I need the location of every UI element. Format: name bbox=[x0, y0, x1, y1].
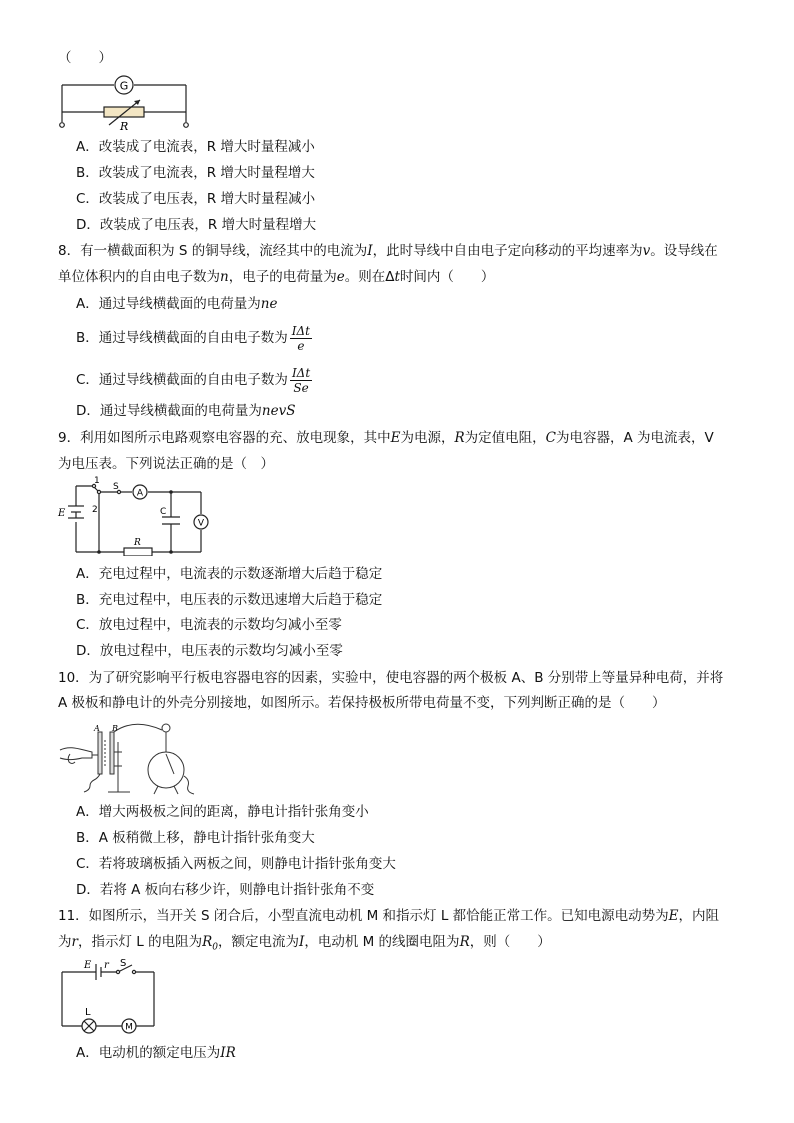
rheostat-label: R bbox=[120, 120, 129, 132]
q9-source-label: E bbox=[58, 508, 66, 519]
q9-option-a[interactable]: A．充电过程中，电流表的示数逐渐增大后趋于稳定 bbox=[76, 566, 383, 582]
q9-switch-pos2-label: 2 bbox=[92, 505, 98, 515]
q11-lamp-label: L bbox=[85, 1007, 91, 1018]
q9-option-c[interactable]: C．放电过程中，电流表的示数均匀减小至零 bbox=[76, 617, 342, 633]
galvanometer-label: G bbox=[119, 79, 129, 93]
q7-bracket: （ ） bbox=[58, 50, 112, 66]
q11-option-a[interactable]: A．电动机的额定电压为IR bbox=[76, 1045, 236, 1061]
q8-stem-line1: 8．有一横截面积为 S 的铜导线，流经其中的电流为I，此时导线中自由电子定向移动的平均速率为v。设导线在 bbox=[58, 243, 718, 259]
q11-internal-resistance-label: r bbox=[104, 960, 109, 971]
q11-stem-line2: 为r，指示灯 L 的电阻为$R_0$，额定电流为I，电动机 M 的线圈电阻为R，则（ ） bbox=[58, 934, 551, 953]
plate-b-label: B bbox=[112, 724, 118, 733]
q10-option-b[interactable]: B．A 板稍微上移，静电计指针张角变大 bbox=[76, 830, 315, 846]
plate-a-label: A bbox=[94, 724, 100, 733]
q7-option-d[interactable]: D．改装成了电压表，R 增大时量程增大 bbox=[76, 217, 317, 233]
q9-ammeter-label: A bbox=[136, 488, 144, 499]
q11-stem-line1: 11．如图所示，当开关 S 闭合后，小型直流电动机 M 和指示灯 L 都恰能正常工作。已知电源电动势为E，内阻 bbox=[58, 908, 720, 924]
q7-option-c[interactable]: C．改装成了电压表，R 增大时量程减小 bbox=[76, 191, 316, 207]
q10-option-d[interactable]: D．若将 A 板向右移少许，则静电计指针张角不变 bbox=[76, 882, 375, 898]
q7-option-a[interactable]: A．改装成了电流表，R 增大时量程减小 bbox=[76, 139, 315, 155]
q9-resistor-label: R bbox=[134, 538, 141, 548]
q9-stem-line1: 9．利用如图所示电路观察电容器的充、放电现象，其中E为电源，R为定值电阻，C为电容器，A 为电流表，V bbox=[58, 430, 714, 446]
q11-switch-label: S bbox=[120, 958, 127, 969]
q11-motor-label: M bbox=[125, 1022, 133, 1033]
q9-capacitor-label: C bbox=[160, 507, 167, 517]
q10-option-c[interactable]: C．若将玻璃板插入两板之间，则静电计指针张角变大 bbox=[76, 856, 396, 872]
q10-stem-line1: 10．为了研究影响平行板电容器电容的因素，实验中，使电容器的两个极板 A、B 分别带上等量异种电荷，并将 bbox=[58, 670, 724, 686]
q7-circuit-figure bbox=[54, 70, 194, 132]
q8-option-d[interactable]: D．通过导线横截面的电荷量为nevS bbox=[76, 403, 296, 419]
q8-stem-line2: 单位体积内的自由电子数为n，电子的电荷量为e。则在Δt时间内（ ） bbox=[58, 269, 495, 285]
q9-option-b[interactable]: B．充电过程中，电压表的示数迅速增大后趋于稳定 bbox=[76, 592, 383, 608]
q8-option-c[interactable]: C．通过导线横截面的自由电子数为 $\frac{\text{IΔt}}{Se}$ bbox=[76, 365, 311, 395]
q11-source-label: E bbox=[84, 960, 92, 971]
q9-voltmeter-label: V bbox=[197, 518, 205, 529]
q8-option-a[interactable]: A．通过导线横截面的电荷量为ne bbox=[76, 296, 278, 312]
q9-switch-label: S bbox=[113, 482, 119, 492]
q9-circuit-figure bbox=[56, 476, 216, 556]
q8-option-b-fraction: $\frac{\text{IΔt}}{e}$ bbox=[291, 323, 310, 353]
q10-stem-line2: A 极板和静电计的外壳分别接地，如图所示。若保持极板所带电荷量不变，下列判断正确的是（ ） bbox=[58, 695, 666, 711]
q7-option-b[interactable]: B．改装成了电流表，R 增大时量程增大 bbox=[76, 165, 315, 181]
q9-switch-pos1-label: 1 bbox=[94, 476, 100, 486]
q9-stem-line2: 为电压表。下列说法正确的是（ ） bbox=[58, 456, 274, 472]
q9-option-d[interactable]: D．放电过程中，电压表的示数均匀减小至零 bbox=[76, 643, 343, 659]
q11-circuit-figure bbox=[56, 956, 166, 1036]
q10-option-a[interactable]: A．增大两极板之间的距离，静电计指针张角变小 bbox=[76, 804, 369, 820]
q10-electroscope-figure bbox=[58, 718, 198, 798]
q8-option-b[interactable]: B．通过导线横截面的自由电子数为 $\frac{\text{IΔt}}{e}$ bbox=[76, 323, 310, 353]
q8-option-c-fraction: $\frac{\text{IΔt}}{Se}$ bbox=[291, 365, 311, 395]
